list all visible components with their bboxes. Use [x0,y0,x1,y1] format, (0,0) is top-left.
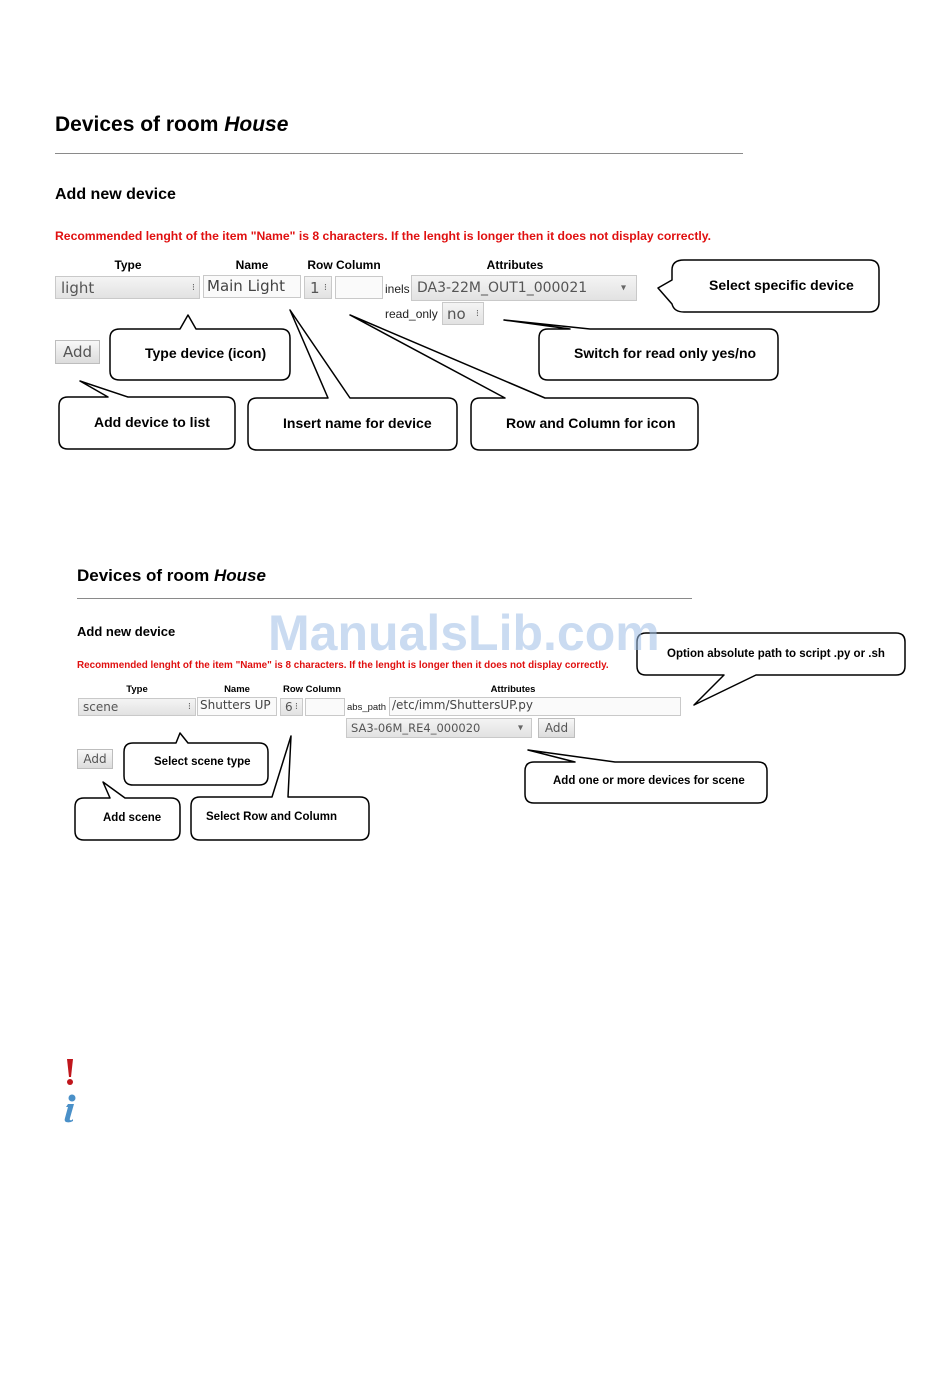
select-arrow-icon: ⁝ [187,701,191,713]
callout-row-column-2-text: Select Row and Column [206,811,337,823]
add-button[interactable]: Add [55,340,100,364]
title-prefix-2: Devices of room [77,566,210,585]
name-length-warning-2: Recommended lenght of the item "Name" is 8 characters. If the lenght is longer then it does not display correctly. [77,660,609,671]
name-input-value: Main Light [207,277,286,295]
room-name-2: House [214,566,266,585]
callout-add-scene-text: Add scene [103,812,162,824]
name-length-warning: Recommended lenght of the item "Name" is 8 characters. If the lenght is longer then it does not display correctly. [55,229,712,243]
read-only-value: no [447,305,466,323]
row-select-value-2: 6 [285,700,293,714]
column-type: Type [114,258,142,272]
title-prefix: Devices of room [55,113,219,136]
callout-add-device-text: Add device to list [94,414,210,430]
callout-insert-name-text: Insert name for device [283,415,432,431]
watermark: ManualsLib.com [268,605,660,661]
attribute-label: inels [385,282,410,296]
type-select-value-2: scene [83,700,119,714]
select-arrow-icon: ⁝ [294,701,298,713]
callout-row-column-text: Row and Column for icon [506,415,676,431]
column-row-column-2: Row Column [282,684,342,695]
exclamation-icon [62,1058,78,1086]
callout-scene-type-text: Select scene type [154,756,251,768]
info-icon [60,1093,80,1123]
column-name: Name [235,258,269,272]
select-arrow-icon: ⁝ [323,282,327,293]
callout-add-devices-text: Add one or more devices for scene [553,775,745,787]
column-attributes-2: Attributes [490,684,536,695]
callout-shapes [0,0,950,470]
callout-select-device-text: Select specific device [709,277,854,293]
select-arrow-icon: ⁝ [475,308,479,319]
dropdown-arrow-icon: ▾ [517,722,523,734]
column-row-column: Row Column [307,258,381,272]
select-arrow-icon: ⁝ [191,282,195,293]
dropdown-arrow-icon: ▾ [620,282,626,294]
device-select-value: DA3-22M_OUT1_000021 [417,280,588,296]
callout-abs-path-text: Option absolute path to script .py or .sh [667,648,885,660]
callout-type-device-text: Type device (icon) [145,345,267,361]
type-select-value: light [61,279,95,297]
add-new-device-heading: Add new device [55,186,176,203]
add-scene-button[interactable]: Add [77,749,113,769]
path-input-value: /etc/imm/ShuttersUP.py [392,698,534,712]
path-label: abs_path [347,702,387,713]
callout-read-only-text: Switch for read only yes/no [574,345,757,361]
column-type-2: Type [126,684,148,695]
callout-abs-path [637,633,905,705]
read-only-label: read_only [385,307,438,321]
divider-2 [77,598,692,599]
scene-device-value: SA3-06M_RE4_000020 [351,721,481,735]
column-name-2: Name [224,684,250,695]
column-attributes: Attributes [486,258,544,272]
room-name: House [224,113,289,136]
add-new-device-heading-2: Add new device [77,624,176,639]
name-input-value-2: Shutters UP [200,698,271,712]
callout-add-scene [75,782,180,840]
row-select-value: 1 [310,279,320,297]
add-scene-device-button[interactable]: Add [538,718,575,738]
page-title-2 [77,566,266,586]
